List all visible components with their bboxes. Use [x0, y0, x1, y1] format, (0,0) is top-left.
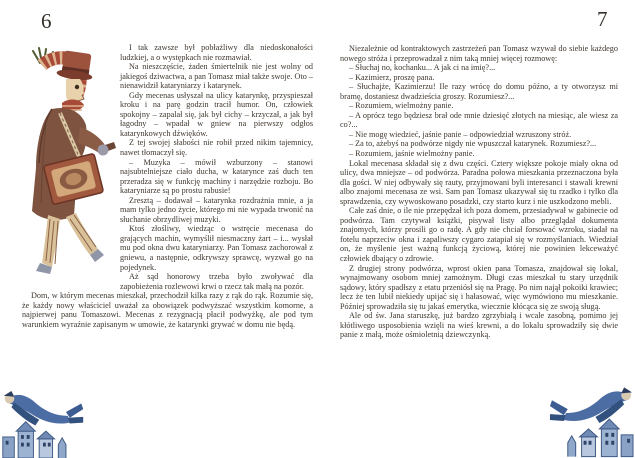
- right-page-paragraphs: [340, 44, 618, 340]
- left-page: [22, 43, 313, 329]
- paragraph: Zresztą – dodawał – katarynka rozdrażnia mnie, a ja mam tylko jedno życie, którego mi nie wypada trwonić na słuchanie obrzydliwej muzyki.: [120, 195, 313, 224]
- paragraph: – Muzyka – mówił wzburzony – stanowi najsubtelniejsze ciało ducha, w katarynce zaś duch ten przeradza się w funkcję machiny i narzędzie rozboju. Bo kataryniarze są po prostu rabusie!: [120, 157, 313, 196]
- paragraph: – Słuchaj no, kochanku... A jak ci na imię?...: [349, 63, 496, 73]
- paragraph: – Nie mogę wiedzieć, jaśnie panie – odpowiedział wzruszony stróż.: [349, 129, 572, 139]
- paragraph: – Za to, ażebyś na podwórze nigdy nie wpuszczał katarynek. Rozumiesz?...: [349, 139, 597, 149]
- organ-grinder-icon: [22, 43, 119, 290]
- page-number-right: 7: [597, 7, 608, 31]
- paragraph: Gdy mecenas usłyszał na ulicy katarynkę, przyspieszał kroku i na parę godzin tracił humor. On, człowiek spokojny – zapalał się, jak był cichy – krzyczał, a jak był łagodny – wpadał w gniew na pierwszy odgłos katarynkowych dźwięków.: [120, 90, 313, 138]
- paragraph: – A oprócz tego będziesz brał ode mnie dziesięć złotych na miesiąc, ale wiesz za co?...: [340, 110, 618, 130]
- paragraph: – Słuchajże, Kazimierzu! Ile razy wrócę do domu późno, a ty otworzysz mi bramę, dostaniesz dwadzieścia groszy. Rozumiesz?...: [340, 82, 618, 101]
- page-number-left: 6: [41, 9, 52, 33]
- paragraph: Ktoś złośliwy, wiedząc o wstręcie mecenasa do grających machin, wymyślił niesmaczny żart – i... wysłał mu pod okna dwu kataryniarzy. Pan Tomasz zachorował z gniewu, a następnie, odkrywszy sprawcę, wyzwał go na pojedynek.: [120, 224, 313, 272]
- paragraph: Z tej swojej słabości nie robił przed nikim tajemnicy, nawet tłomaczył się.: [120, 138, 313, 158]
- organ-grinder-illustration: [22, 43, 119, 290]
- paragraph: Ale od św. Jana staruszkę, już bardzo zgrzybiałą i wcale zasobną, pomimo jej kłótliwego usposobienia wzięli na wieś krewni, a do lokalu sprowadziły się dwie panie z małą, może ośmioletnią dziewczynką.: [340, 311, 618, 340]
- paragraph: Niezależnie od kontraktowych zastrzeżeń pan Tomasz wzywał do siebie każdego nowego stróża i przeprowadzał z nim taką mniej więcej rozmowę:: [340, 44, 618, 63]
- flying-figure-vignette-left: [0, 391, 86, 458]
- paragraph: Lokal mecenasa składał się z dwu części. Cztery większe pokoje miały okna od ulicy, dwa mniejsze – od podwórza. Paradna połowa mieszkania przeznaczona była dla gości. W niej odbywały się rauty, przyjmowani byli interesanci i stawali krewni albo znajomi mecenasa ze wsi. Sam pan Tomasz ukazywał się tu rzadko i tylko dla sprawdzenia, czy wywoskowano posadzki, czy starto kurz i nie uszkodzono mebli.: [340, 158, 618, 206]
- paragraph: – Rozumiem, jaśnie wielmożny panie.: [349, 149, 475, 159]
- paragraph: Dom, w którym mecenas mieszkał, przechodził kilka razy z rąk do rąk. Rozumie się, że każdy nowy właściciel uważał za obowiązek podwyższać wszystkim komorne, a najpierwej panu Tomaszowi. Mecenas z rezygnacją płacił podwyżkę, ale pod tym warunkiem wyraźnie zapisanym w umowie, że katarynki grywać w domu nie będą.: [22, 291, 313, 329]
- paragraph: – Rozumiem, wielmożny panie.: [349, 101, 454, 111]
- right-page: [340, 44, 618, 340]
- paragraph: – Kazimierz, proszę pana.: [349, 72, 435, 82]
- flying-figure-icon: [0, 391, 86, 458]
- paragraph: Z drugiej strony podwórza, wprost okien pana Tomasza, znajdował się lokal, wynajmowany osobom mniej zamożnym. Długi czas mieszkał tu stary urzędnik sądowy, który spadłszy z etatu przeniósł się na Pragę. Po nim najął pokoiki krawiec; lecz że ten lubił niekiedy upijać się i hałasować, więc wymówiono mu mieszkanie. Później sprowadziła się tu jakaś emerytka, wiecznie kłócąca się ze swoją sługą.: [340, 263, 618, 311]
- paragraph: Na nieszczęście, żaden śmiertelnik nie jest wolny od jakiegoś dziwactwa, a pan Tomasz miał także swoje. Oto – nienawidził kataryniarzy i katarynek.: [120, 62, 313, 91]
- paragraph: Aż sąd honorowy trzeba było zwoływać dla zapobieżenia rozlewowi krwi o rzecz tak małą na pozór.: [120, 272, 313, 291]
- flying-figure-icon: [548, 386, 635, 458]
- flying-figure-vignette-right: [548, 386, 635, 458]
- paragraph: I tak zawsze był pobłażliwy dla niedoskonałości ludzkiej, a o występkach nie rozmawiał.: [120, 43, 313, 62]
- paragraph: Całe zaś dnie, o ile nie przepędzał ich poza domem, przesiadywał w gabinecie od podwórza. Tam czytywał książki, pisywał listy albo przeglądał dokumenta znajomych, którzy prosili go o radę. A gdy nie chciał forsować wzroku, siadał na fotelu naprzeciw okna i zapaliwszy cygaro zatapiał się w rozmyślaniach. Wiedział on, że myślenie jest ważną funkcją życiową, której nie powinien lekceważyć człowiek dbający o zdrowie.: [340, 206, 618, 264]
